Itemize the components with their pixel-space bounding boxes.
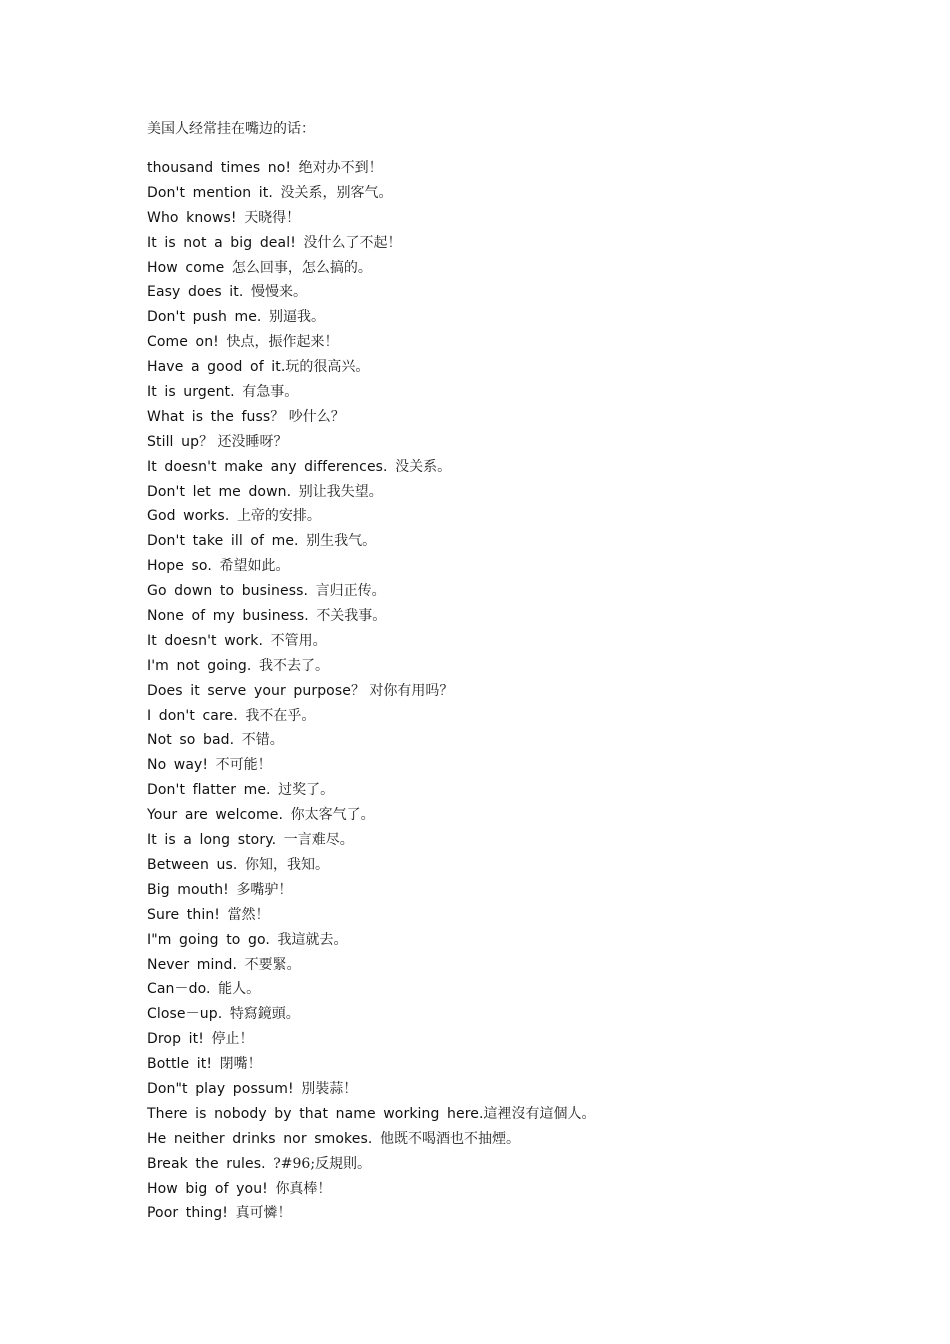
phrase-english: It doesn't work. — [147, 632, 271, 649]
phrase-chinese: 绝对办不到！ — [298, 160, 383, 176]
phrase-chinese: 没什么了不起！ — [303, 234, 402, 251]
phrase-item — [147, 1179, 596, 1204]
phrase-item — [147, 183, 596, 208]
phrase-chinese: 没关系，别客气。 — [280, 184, 393, 201]
phrase-item — [147, 1029, 596, 1054]
phrase-item — [147, 1129, 596, 1154]
phrase-chinese: 上帝的安排。 — [236, 508, 321, 525]
phrase-english: Break the rules. — [147, 1155, 274, 1172]
phrase-english: No way! — [147, 757, 216, 774]
phrase-item — [147, 258, 596, 283]
phrase-english: It is urgent. — [147, 384, 243, 401]
phrase-chinese: 他既不喝酒也不抽煙。 — [379, 1130, 520, 1147]
phrase-chinese: 能人。 — [218, 981, 261, 998]
phrase-english: I'm not going. — [147, 657, 259, 674]
phrase-chinese: ？ 还没睡呀？ — [199, 433, 288, 450]
phrase-item — [147, 681, 596, 706]
phrase-item — [147, 208, 596, 233]
phrase-item — [147, 457, 596, 482]
phrase-item — [147, 855, 596, 880]
phrase-english: Who knows! — [147, 209, 245, 226]
phrase-chinese: 一言难尽。 — [283, 832, 354, 849]
phrase-english: Sure thin! — [147, 906, 228, 923]
phrase-item — [147, 1104, 596, 1129]
page-title: 美国人经常挂在嘴边的话： — [147, 121, 315, 137]
phrase-english: Don't let me down. — [147, 483, 299, 500]
phrase-item — [147, 730, 596, 755]
phrase-item — [147, 805, 596, 830]
phrase-item — [147, 307, 596, 332]
phrase-english: I don't care. — [147, 707, 246, 724]
phrase-english: It is not a big deal! — [147, 234, 304, 251]
phrase-chinese: 當然！ — [227, 906, 270, 923]
phrase-chinese: 过奖了。 — [278, 782, 335, 799]
phrase-english: Bottle it! — [147, 1056, 220, 1073]
phrase-item — [147, 1203, 596, 1228]
phrase-chinese: 不管用。 — [270, 632, 327, 649]
phrase-chinese: 這裡沒有這個人。 — [483, 1105, 596, 1122]
phrase-chinese: 我不在乎。 — [245, 707, 316, 724]
phrase-item — [147, 482, 596, 507]
phrase-english: He neither drinks nor smokes. — [147, 1130, 380, 1147]
phrase-english: Never mind. — [147, 956, 245, 973]
phrase-english: Drop it! — [147, 1031, 212, 1048]
phrase-item — [147, 556, 596, 581]
phrase-item — [147, 930, 596, 955]
phrase-item — [147, 531, 596, 556]
phrase-english: Not so bad. — [147, 732, 242, 749]
phrase-item — [147, 506, 596, 531]
phrase-english: Go down to business. — [147, 583, 316, 600]
phrase-chinese: ？ 对你有用吗？ — [350, 682, 454, 699]
phrase-chinese: 没关系。 — [395, 458, 452, 475]
phrase-chinese: 慢慢来。 — [250, 284, 307, 301]
phrase-english: What is the fuss — [147, 408, 271, 425]
phrase-chinese: 我這就去。 — [277, 931, 348, 948]
phrase-chinese: ?#96;反規則。 — [273, 1155, 372, 1172]
phrase-item — [147, 656, 596, 681]
phrase-english: Big mouth! — [147, 881, 237, 898]
phrase-item — [147, 1054, 596, 1079]
phrase-english: Come on! — [147, 334, 227, 351]
phrase-item — [147, 631, 596, 656]
phrase-english: Can－do. — [147, 981, 219, 998]
phrase-english: None of my business. — [147, 608, 317, 625]
phrase-item — [147, 979, 596, 1004]
phrase-chinese: 别让我失望。 — [298, 483, 383, 500]
phrase-item — [147, 905, 596, 930]
phrase-list — [147, 158, 596, 1228]
phrase-chinese: 停止！ — [211, 1031, 254, 1048]
phrase-english: Don"t play possum! — [147, 1080, 302, 1097]
phrase-item — [147, 432, 596, 457]
phrase-chinese: ？ 吵什么？ — [270, 408, 345, 425]
phrase-english: Don't push me. — [147, 309, 270, 326]
phrase-chinese: 有急事。 — [242, 384, 299, 401]
phrase-chinese: 不关我事。 — [316, 608, 387, 625]
phrase-english: Don't mention it. — [147, 184, 281, 201]
phrase-chinese: 言归正传。 — [315, 583, 386, 600]
phrase-chinese: 閉嘴！ — [219, 1056, 262, 1073]
phrase-chinese: 不错。 — [241, 732, 284, 749]
phrase-chinese: 别逼我。 — [269, 309, 326, 326]
phrase-english: How come — [147, 259, 232, 276]
phrase-english: Have a good of it. — [147, 359, 286, 376]
phrase-chinese: 我不去了。 — [258, 657, 329, 674]
phrase-item — [147, 407, 596, 432]
phrase-english: How big of you! — [147, 1180, 276, 1197]
phrase-item — [147, 233, 596, 258]
phrase-item — [147, 830, 596, 855]
phrase-chinese: 别生我气。 — [306, 533, 377, 550]
phrase-item — [147, 581, 596, 606]
phrase-english: Don't take ill of me. — [147, 533, 307, 550]
phrase-chinese: 別裝蒜！ — [301, 1080, 358, 1097]
phrase-chinese: 你太客气了。 — [290, 807, 375, 824]
phrase-english: Close－up. — [147, 1006, 230, 1023]
phrase-english: I"m going to go. — [147, 931, 278, 948]
phrase-item — [147, 880, 596, 905]
phrase-item — [147, 1079, 596, 1104]
phrase-item — [147, 158, 596, 183]
phrase-english: Between us. — [147, 856, 245, 873]
phrase-item — [147, 332, 596, 357]
phrase-chinese: 玩的很高兴。 — [285, 359, 370, 376]
phrase-chinese: 不可能！ — [215, 757, 272, 774]
phrase-item — [147, 606, 596, 631]
phrase-english: Don't flatter me. — [147, 782, 279, 799]
phrase-item — [147, 282, 596, 307]
phrase-chinese: 怎么回事，怎么搞的。 — [231, 259, 372, 276]
phrase-chinese: 不要緊。 — [244, 956, 301, 973]
phrase-item — [147, 780, 596, 805]
phrase-chinese: 你真棒！ — [275, 1180, 332, 1197]
phrase-english: Easy does it. — [147, 284, 251, 301]
phrase-english: Your are welcome. — [147, 807, 291, 824]
phrase-chinese: 快点，振作起来！ — [226, 334, 339, 351]
phrase-english: God works. — [147, 508, 237, 525]
phrase-chinese: 希望如此。 — [219, 558, 290, 575]
phrase-item — [147, 955, 596, 980]
phrase-english: There is nobody by that name working here. — [147, 1105, 484, 1122]
phrase-english: Hope so. — [147, 558, 220, 575]
phrase-item — [147, 1154, 596, 1179]
phrase-chinese: 多嘴驴！ — [236, 881, 293, 898]
phrase-english: It doesn't make any differences. — [147, 458, 396, 475]
phrase-item — [147, 706, 596, 731]
phrase-chinese: 特寫鏡頭。 — [229, 1006, 300, 1023]
phrase-english: Does it serve your purpose — [147, 682, 351, 699]
phrase-item — [147, 382, 596, 407]
phrase-item — [147, 357, 596, 382]
phrase-chinese: 你知，我知。 — [244, 856, 329, 873]
phrase-english: It is a long story. — [147, 832, 284, 849]
phrase-item — [147, 755, 596, 780]
phrase-chinese: 天晓得！ — [244, 209, 301, 226]
phrase-english: Still up — [147, 433, 200, 450]
phrase-chinese: 真可憐！ — [235, 1205, 292, 1222]
phrase-english: thousand times no! — [147, 160, 299, 176]
phrase-item — [147, 1004, 596, 1029]
phrase-english: Poor thing! — [147, 1205, 236, 1222]
